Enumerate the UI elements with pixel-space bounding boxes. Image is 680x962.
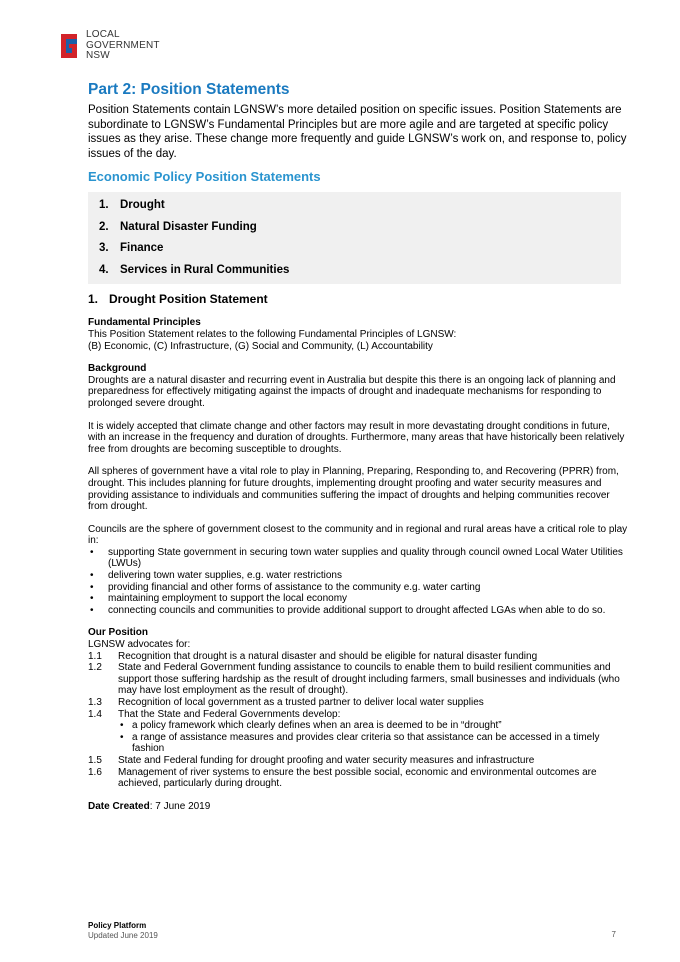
page-footer [88, 921, 616, 940]
position-item: 1.4 That the State and Federal Governments develop: • a policy framework which clearly defines when an area is deemed to be in “drought” • a range of assistance measures and provides clear criteria so that assistance can be accessed in a timely fashion [88, 709, 628, 755]
position-item: 1.5 State and Federal funding for drought proofing and water security measures and infrastructure [88, 754, 535, 766]
toc-item: 3. Finance [99, 242, 164, 255]
background-paragraph: It is widely accepted that climate change and other factors may result in more devastating drought conditions in future, with an increase in the frequency and duration of droughts. Furthermore, many areas that have historically been relatively free from droughts are becoming susceptible to droughts. [88, 420, 625, 455]
our-position-block [88, 627, 628, 789]
page-content [88, 80, 628, 812]
list-item: • providing financial and other forms of assistance to the community e.g. water carting [88, 582, 628, 594]
our-position-heading: Our Position [88, 627, 148, 639]
background-block [88, 363, 628, 616]
footer-updated: Updated June 2019 [88, 930, 158, 940]
position-item: 1.1 Recognition that drought is a natural disaster and should be eligible for natural disaster funding [88, 650, 538, 662]
intro-paragraph: Position Statements contain LGNSW’s more detailed position on specific issues. Position Statements are subordinate to LGNSW’s Fundamental Principles but are more agile and are targeted at specific policy issues as they arise. These change more frequently and guide LGNSW’s work on, and response to, policy issues of the day. [88, 104, 627, 160]
fundamental-principles-heading: Fundamental Principles [88, 317, 201, 329]
footer-platform: Policy Platform [88, 921, 147, 930]
fundamental-line: (B) Economic, (C) Infrastructure, (G) Social and Community, (L) Accountability [88, 340, 433, 352]
list-item: • connecting councils and communities to provide additional support to drought affected LGAs when able to do so. [88, 605, 628, 617]
fundamental-line: This Position Statement relates to the following Fundamental Principles of LGNSW: [88, 328, 457, 340]
page-number: 7 [611, 930, 616, 939]
date-created: Date Created: 7 June 2019 [88, 800, 211, 812]
position-sub-list [118, 720, 628, 755]
list-item: • supporting State government in securing town water supplies and quality through council owned Local Water Utilities (LWUs) [88, 547, 628, 570]
list-item: • a policy framework which clearly defines when an area is deemed to be in “drought” [118, 720, 628, 732]
lgnsw-logo [58, 30, 178, 66]
background-heading: Background [88, 363, 147, 375]
background-paragraph: Councils are the sphere of government closest to the community and in regional and rural areas have a critical role to play in: [88, 523, 628, 547]
logo-line-1: LOCAL [86, 29, 120, 40]
page-title: Part 2: Position Statements [88, 81, 290, 98]
table-of-contents [88, 192, 621, 284]
logo-line-2: GOVERNMENT [86, 39, 160, 51]
lgnsw-g-mark-icon [58, 32, 80, 60]
drought-statement-heading: 1. Drought Position Statement [88, 292, 268, 307]
list-item: • maintaining employment to support the local economy [88, 593, 628, 605]
section-subtitle: Economic Policy Position Statements [88, 169, 321, 185]
logo-text [86, 30, 160, 62]
position-item: 1.2 State and Federal Government funding assistance to councils to enable them to build resilient communities and support those suffering hardship as the result of drought including farmers, small businesses and individuals (who may have lost employment as the result of drought). [88, 662, 620, 697]
position-item: 1.3 Recognition of local government as a trusted partner to deliver local water supplies [88, 697, 484, 708]
toc-item: 2. Natural Disaster Funding [99, 220, 257, 233]
background-paragraph: Droughts are a natural disaster and recurring event in Australia but despite this there is an ongoing lack of planning and preparedness for effectively mitigating against the impacts of drought and inadequate mechanisms for responding to prolonged severe drought. [88, 374, 616, 409]
background-paragraph: All spheres of government have a vital role to play in Planning, Preparing, Responding to, and Recovering (PPRR) from, drought. This includes planning for future droughts, implementing drought proofing and water security measures and providing assistance to individuals and communities suffering the impact of droughts and helping communities recover from drought. [88, 466, 619, 513]
council-roles-list [88, 547, 628, 617]
fundamental-principles-block [88, 317, 628, 352]
list-item: • a range of assistance measures and provides clear criteria so that assistance can be accessed in a timely fashion [118, 732, 628, 755]
toc-item: 1. Drought [99, 199, 165, 212]
position-intro: LGNSW advocates for: [88, 639, 191, 651]
list-item: • delivering town water supplies, e.g. water restrictions [88, 570, 628, 582]
logo-line-3: NSW [86, 50, 110, 61]
toc-item: 4. Services in Rural Communities [99, 263, 290, 276]
position-item: 1.6 Management of river systems to ensure the best possible social, economic and environmental outcomes are achieved, particularly during drought. [88, 766, 597, 790]
